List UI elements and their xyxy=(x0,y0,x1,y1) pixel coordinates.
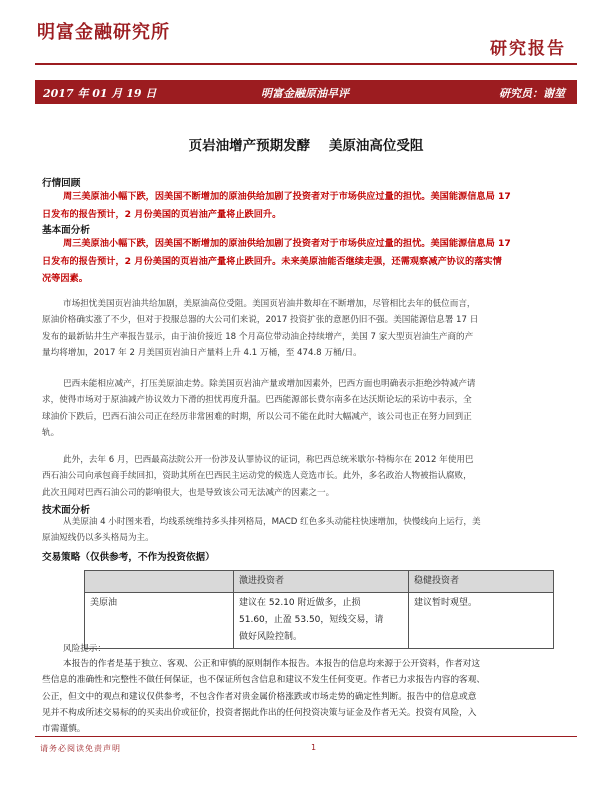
table-cell-product: 美原油 xyxy=(85,593,234,649)
paragraph-shale-supply xyxy=(42,296,568,361)
table-header-cell xyxy=(85,571,234,593)
logo-text: 明富金融研究所 xyxy=(37,22,170,43)
paragraph-line: 此次丑闻对巴西石油公司的影响很大，也是导致该公司无法减产的因素之一。 xyxy=(42,487,335,498)
risk-line: 本报告的作者是基于独立、客观、公正和审慎的原则制作本报告。本报告的信息均来源于公开资料，作者对这 xyxy=(63,659,480,669)
technical-line: 原油短线仍以多头格局为主。 xyxy=(42,533,154,544)
page-title: 页岩油增产预期发酵 美原油高位受阻 xyxy=(188,138,424,154)
paragraph-line: 发布的最新钻井生产率报告显示，由于油价接近 18 个月高位带动油企持续增产，美国 7 家大型页岩油生产商的产 xyxy=(42,331,474,342)
paragraph-line: 求，使得市场对于原油减产协议效力下滑的担忧再度升温。巴西能源部长费尔南多在达沃斯论坛的采访中表示，全 xyxy=(42,395,472,406)
footer-disclaimer: 请务必阅读免责声明 xyxy=(40,744,121,753)
technical-text xyxy=(42,514,568,547)
company-logo xyxy=(37,18,187,46)
paragraph-line: 此外，去年 6 月，巴西最高法院公开一份涉及认罪协议的证词，称巴西总统米歇尔·特梅尔在 2012 年使用巴 xyxy=(63,455,474,465)
section-heading-strategy: 交易策略（仅供参考，不作为投资依据） xyxy=(42,552,215,563)
paragraph-line: 原油价格确实涨了不少，但对于投服总器的大公司们来说，2017 投资扩张的意愿仍旧不强。美国能源信息署 17 日 xyxy=(42,315,479,326)
footer-rule xyxy=(35,736,577,737)
paragraph-brazil xyxy=(42,376,568,441)
section-heading-fundamental: 基本面分析 xyxy=(42,225,90,236)
aggressive-advice-line: 建议在 52.10 附近做多，止损 xyxy=(239,598,361,608)
paragraph-line: 巴西未能相应减产，打压美原油走势。除美国页岩油产量或增加因素外，巴西方面也明确表示拒绝沙特减产请 xyxy=(63,379,476,389)
risk-line: 见并不构成所述交易标的的买卖出价或征价，投资者据此作出的任何投资决策与证金及作者无关。投资有风险，入 xyxy=(42,707,477,718)
report-type-label: 研究报告 xyxy=(490,39,566,59)
strategy-table xyxy=(84,570,554,649)
table-header-conservative: 稳健投资者 xyxy=(409,571,554,593)
fundamental-line: 周三美原油小幅下跌，因美国不断增加的原油供给加剧了投资者对于市场供应过量的担忧。美国能源信息局 17 xyxy=(63,238,511,249)
risk-line: 市需谨慎。 xyxy=(42,724,86,735)
info-bar xyxy=(35,80,577,104)
paragraph-line: 量均将增加，2017 年 2 月美国页岩油日产量料上升 4.1 万桶，至 474.8 万桶/日。 xyxy=(42,347,362,358)
fundamental-line: 况等因素。 xyxy=(42,273,88,284)
table-cell-conservative: 建议暂时观望。 xyxy=(409,593,554,649)
risk-text xyxy=(42,656,568,737)
header-rule xyxy=(35,63,577,65)
paragraph-line: 轨。 xyxy=(42,427,60,438)
aggressive-advice-line: 51.60，止盈 53.50，短线交易，请 xyxy=(239,615,384,625)
market-review-text xyxy=(42,188,568,223)
risk-heading: 风险提示： xyxy=(63,644,106,654)
risk-line: 公正，但文中的观点和建议仅供参考，不包含作者对贵金属价格涨跌或市场走势的确定性判断。报告中的信息或意 xyxy=(42,691,477,702)
risk-line: 些信息的准确性和完整性不做任何保证，也不保证所包含信息和建议不发生任何变更。作者已力求报告内容的客观、 xyxy=(42,675,486,686)
report-date: 2017 年 01 月 19 日 xyxy=(43,87,157,100)
table-header-row xyxy=(85,571,554,593)
section-heading-market-review: 行情回顾 xyxy=(42,178,81,189)
paragraph-line: 西石油公司向承包商手续回扣，资助其所在巴西民主运动党的候选人竞选市长。此外，多名政治人物被指认腐败， xyxy=(42,471,472,482)
column-name: 明富金融原油早评 xyxy=(261,87,349,100)
section-heading-technical: 技术面分析 xyxy=(42,505,90,516)
fundamental-line: 日发布的报告预计，2 月份美国的页岩油产量将止跌回升。未来美原油能否继续走强，还需观察减产协议的落实情 xyxy=(42,255,502,267)
paragraph-line: 市场担忧美国页岩油共给加剧，美原油高位受阻。美国页岩油井数却在不断增加，尽管相比去年的低位而言， xyxy=(63,299,476,309)
page-number: 1 xyxy=(311,743,317,752)
technical-line: 从美原油 4 小时图来看，均线系统维持多头排列格局，MACD 红色多头动能柱快速增加，快慢线向上运行，美 xyxy=(63,517,481,527)
paragraph-scandal xyxy=(42,452,568,501)
table-header-aggressive: 激进投资者 xyxy=(234,571,409,593)
analyst-name: 研究员：谢堃 xyxy=(499,87,565,100)
aggressive-advice-line: 做好风险控制。 xyxy=(239,632,303,642)
market-review-line: 日发布的报告预计，2 月份美国的页岩油产量将止跌回升。 xyxy=(42,208,282,220)
market-review-line: 周三美原油小幅下跌，因美国不断增加的原油供给加剧了投资者对于市场供应过量的担忧。美国能源信息局 17 xyxy=(63,191,511,202)
fundamental-text xyxy=(42,235,568,288)
paragraph-line: 球油价下跌后，巴西石油公司正在经历非常困难的时期，所以公司不能在此时大幅减产，该公司也正在努力回到正 xyxy=(42,411,472,422)
